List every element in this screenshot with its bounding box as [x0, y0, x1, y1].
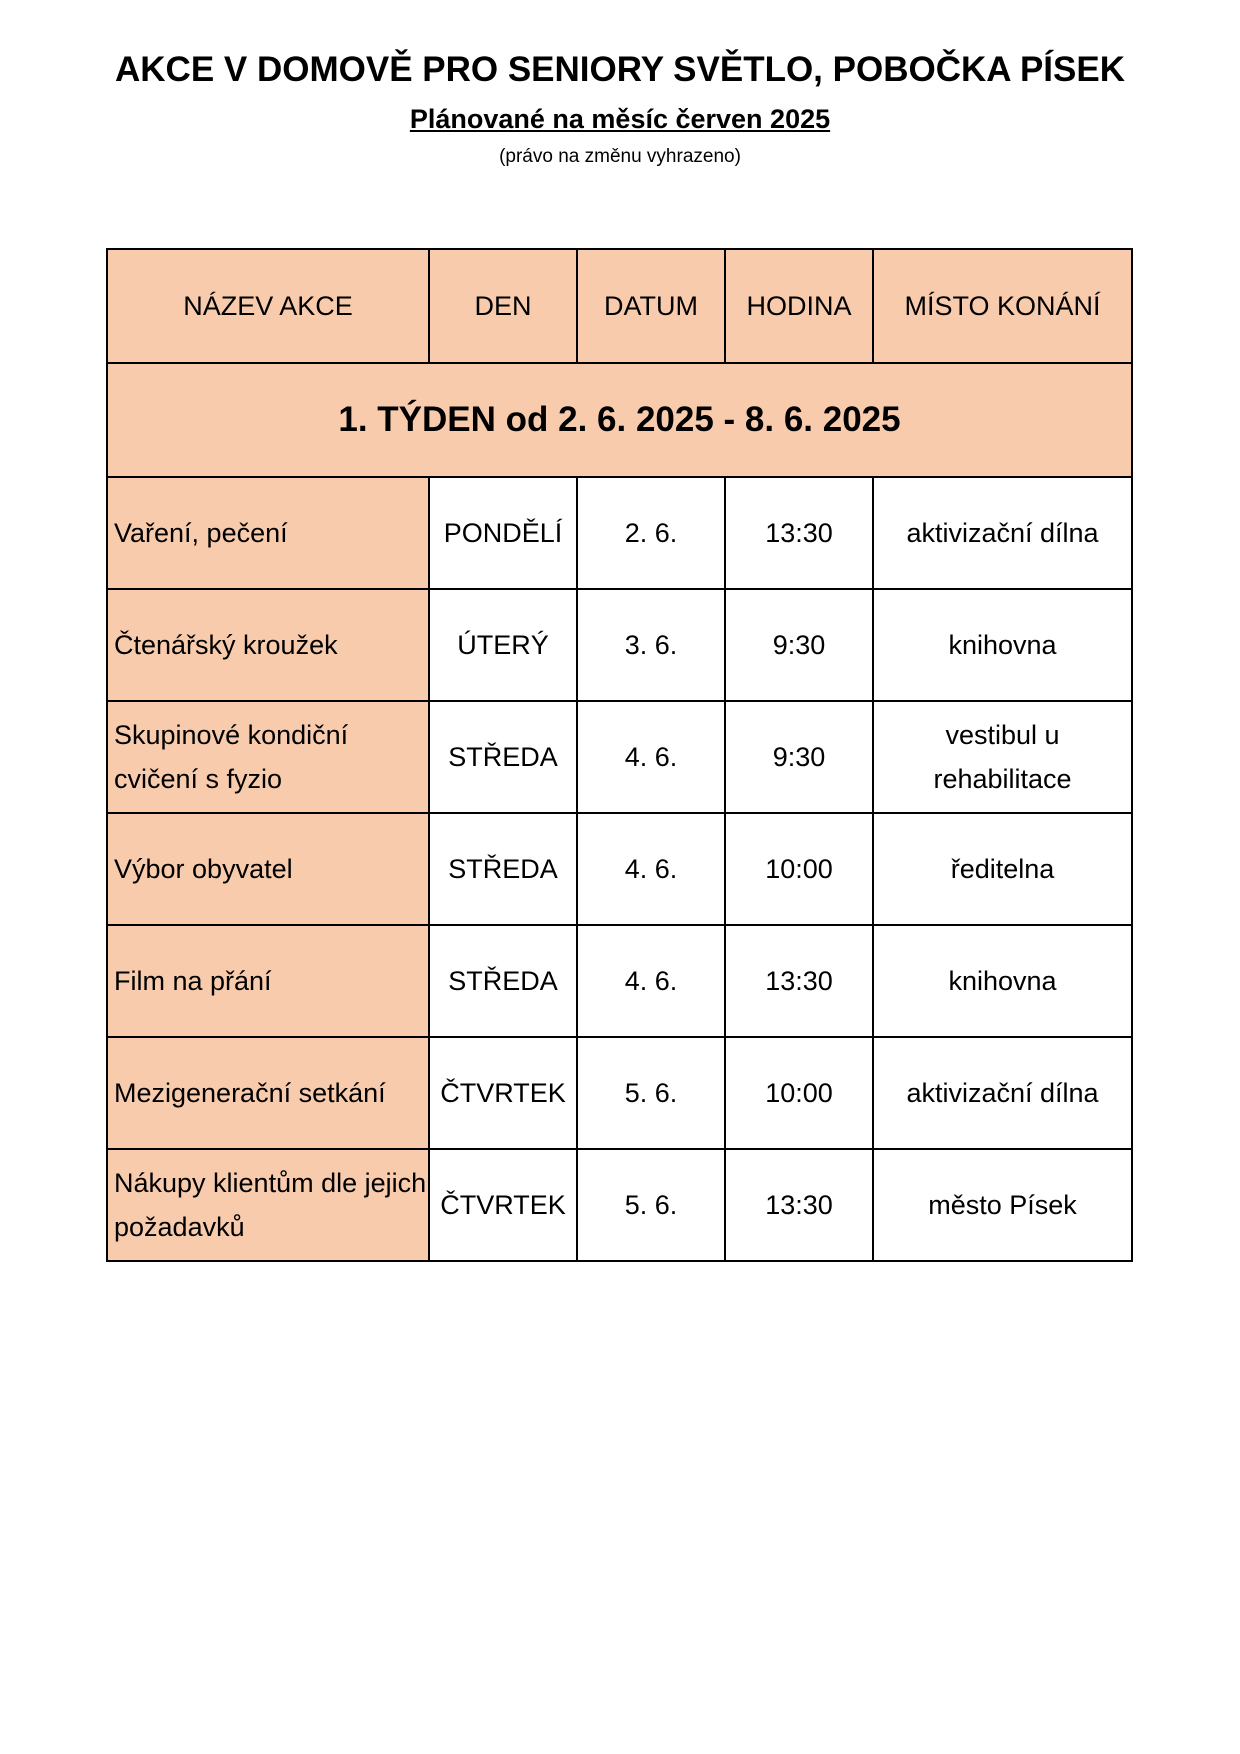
event-name: Výbor obyvatel	[107, 813, 429, 925]
event-time: 10:00	[725, 813, 873, 925]
events-table	[106, 248, 1133, 1262]
event-name: Vaření, pečení	[107, 477, 429, 589]
column-header-day: DEN	[429, 249, 577, 363]
event-place: aktivizační dílna	[873, 477, 1132, 589]
event-day: ČTVRTEK	[429, 1037, 577, 1149]
week-label: 1. TÝDEN od 2. 6. 2025 - 8. 6. 2025	[107, 363, 1132, 477]
table-row	[107, 813, 1132, 925]
event-name: Film na přání	[107, 925, 429, 1037]
event-name: Nákupy klientům dle jejich požadavků	[107, 1149, 429, 1261]
event-date: 5. 6.	[577, 1149, 725, 1261]
event-date: 4. 6.	[577, 925, 725, 1037]
page-subtitle: Plánované na měsíc červen 2025	[409, 104, 831, 134]
event-day: STŘEDA	[429, 813, 577, 925]
event-time: 13:30	[725, 477, 873, 589]
week-row	[107, 363, 1132, 477]
column-header-name: NÁZEV AKCE	[107, 249, 429, 363]
event-time: 13:30	[725, 925, 873, 1037]
table-row	[107, 925, 1132, 1037]
event-date: 4. 6.	[577, 813, 725, 925]
table-header-row	[107, 249, 1132, 363]
event-time: 13:30	[725, 1149, 873, 1261]
event-date: 4. 6.	[577, 701, 725, 813]
table-row	[107, 701, 1132, 813]
event-place: aktivizační dílna	[873, 1037, 1132, 1149]
event-place: město Písek	[873, 1149, 1132, 1261]
table-row	[107, 1149, 1132, 1261]
table-row	[107, 1037, 1132, 1149]
table-row	[107, 589, 1132, 701]
event-day: STŘEDA	[429, 925, 577, 1037]
event-date: 3. 6.	[577, 589, 725, 701]
table-row	[107, 477, 1132, 589]
event-place: ředitelna	[873, 813, 1132, 925]
event-time: 9:30	[725, 701, 873, 813]
event-time: 10:00	[725, 1037, 873, 1149]
event-day: STŘEDA	[429, 701, 577, 813]
event-name: Skupinové kondiční cvičení s fyzio	[107, 701, 429, 813]
event-day: ÚTERÝ	[429, 589, 577, 701]
event-name: Mezigenerační setkání	[107, 1037, 429, 1149]
column-header-time: HODINA	[725, 249, 873, 363]
event-day: ČTVRTEK	[429, 1149, 577, 1261]
column-header-place: MÍSTO KONÁNÍ	[873, 249, 1132, 363]
event-name: Čtenářský kroužek	[107, 589, 429, 701]
event-place: knihovna	[873, 925, 1132, 1037]
event-place: vestibul u rehabilitace	[873, 701, 1132, 813]
event-date: 2. 6.	[577, 477, 725, 589]
column-header-date: DATUM	[577, 249, 725, 363]
page-title: AKCE V DOMOVĚ PRO SENIORY SVĚTLO, POBOČKA PÍSEK	[115, 50, 1125, 89]
disclaimer-note: (právo na změnu vyhrazeno)	[499, 146, 741, 167]
event-time: 9:30	[725, 589, 873, 701]
event-date: 5. 6.	[577, 1037, 725, 1149]
event-day: PONDĚLÍ	[429, 477, 577, 589]
event-place: knihovna	[873, 589, 1132, 701]
